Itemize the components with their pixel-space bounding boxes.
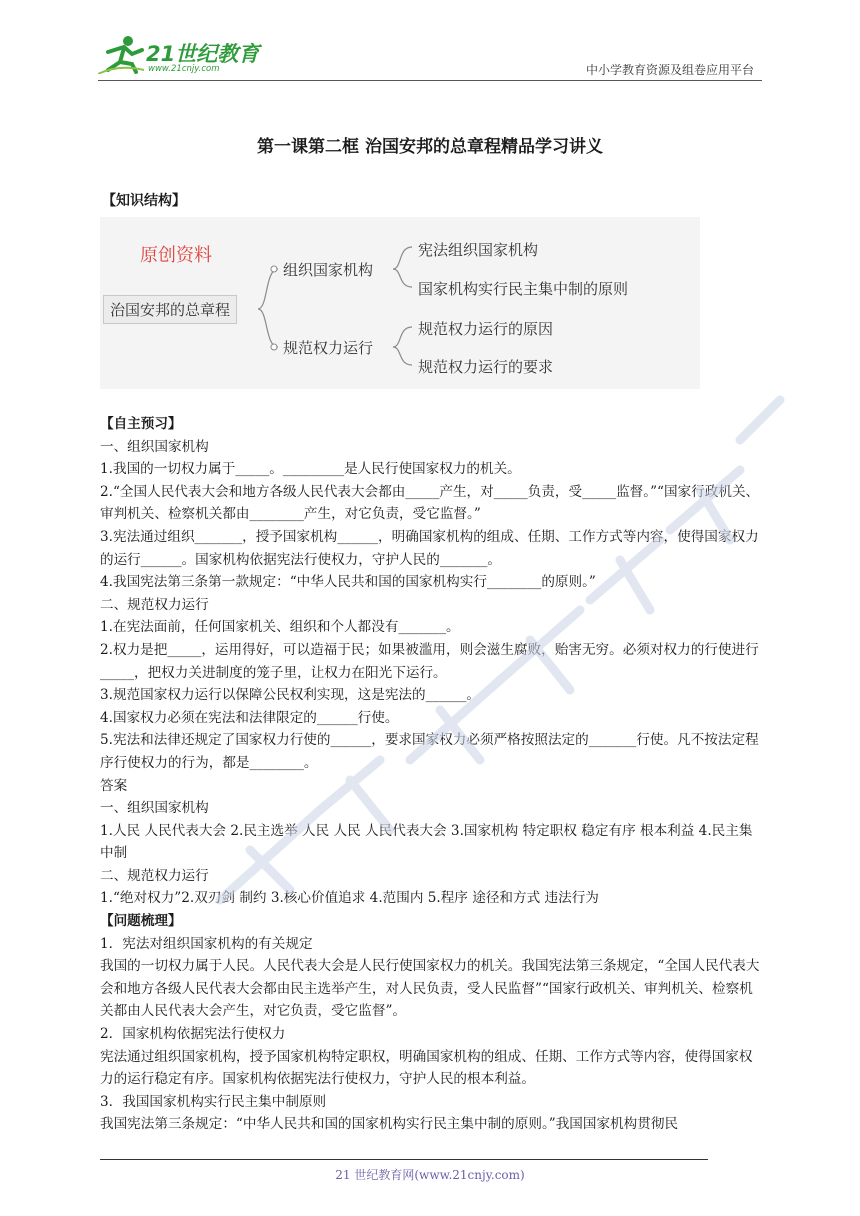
mindmap-leaf: 宪法组织国家机构 — [418, 241, 539, 259]
section-heading: 【自主预习】 — [100, 416, 182, 432]
body-line: 我国的一切权力属于人民。人民代表大会是人民行使国家权力的机关。我国宪法第三条规定，“全国人民代表大会和地方各级人民代表大会都由民主选举产生，对人民负责，受人民监督”“国家行政机关、审判机关、检察机关都由人民代表大会产生，对它负责，受它监督”。 — [100, 958, 760, 1020]
body-line: 答案 — [100, 777, 128, 794]
knowledge-structure-heading: 【知识结构】 — [102, 193, 186, 209]
body-line: 二、规范权力运行 — [100, 596, 209, 613]
body-line: 2.“全国人民代表大会和地方各级人民代表大会都由_____产生，对_____负责，受_____监督。”“国家行政机关、审判机关、检察机关都由________产生，对它负责，受它监督。” — [100, 483, 760, 523]
body-line: 一、组织国家机构 — [100, 800, 209, 817]
document-title: 第一课第二框 治国安邦的总章程精品学习讲义 — [257, 137, 603, 157]
mindmap-leaf: 国家机构实行民主集中制的原则 — [418, 280, 629, 298]
mindmap-branch-organize: 组织国家机构 — [283, 261, 374, 279]
footer-divider — [100, 1159, 708, 1160]
body-line: 1．宪法对组织国家机构的有关规定 — [100, 935, 313, 952]
body-line: 3.规范国家权力运行以保障公民权利实现，这是宪法的______。 — [100, 687, 480, 704]
logo-url: www.21cnjy.com — [148, 64, 220, 74]
body-line: 一、组织国家机构 — [100, 438, 209, 455]
page-footer: 21 世纪教育网(www.21cnjy.com) — [335, 1168, 525, 1182]
logo — [98, 34, 268, 80]
header-divider — [98, 80, 762, 81]
body-line: 4.国家权力必须在宪法和法律限定的______行使。 — [100, 709, 399, 726]
body-line: 宪法通过组织国家机构，授予国家机构特定职权，明确国家机构的组成、任期、工作方式等内容，使得国家权力的运行稳定有序。国家机构依据宪法行使权力，守护人民的根本利益。 — [100, 1048, 753, 1088]
body-line: 4.我国宪法第三条第一款规定：“中华人民共和国的国家机构实行________的原则。” — [100, 574, 596, 591]
header-platform-name: 中小学教育资源及组卷应用平台 — [585, 63, 754, 77]
mindmap-root: 治国安邦的总章程 — [103, 295, 237, 324]
logo-text: 21世纪教育 — [146, 42, 260, 66]
body-line: 2．国家机构依据宪法行使权力 — [100, 1026, 286, 1043]
mindmap-leaf: 规范权力运行的原因 — [418, 320, 554, 338]
mindmap-branch-regulate: 规范权力运行 — [283, 339, 374, 357]
page-header — [98, 34, 762, 82]
body-line: 2.权力是把_____，运用得好，可以造福于民；如果被滥用，则会滋生腐败，贻害无穷。必须对权力的行使进行_____，把权力关进制度的笼子里，让权力在阳光下运行。 — [100, 641, 759, 681]
body-line: 1.人民 人民代表大会 2.民主选举 人民 人民 人民代表大会 3.国家机构 特定职权 稳定有序 根本利益 4.民主集中制 — [100, 822, 753, 862]
body-line: 二、规范权力运行 — [100, 867, 209, 884]
body-line: 1.在宪法面前，任何国家机关、组织和个人都没有_______。 — [100, 619, 460, 636]
body-line: 3．我国国家机构实行民主集中制原则 — [100, 1093, 327, 1110]
body-line: 1.我国的一切权力属于_____。_________是人民行使国家权力的机关。 — [100, 461, 521, 478]
knowledge-mindmap — [100, 217, 700, 389]
runner-logo-icon — [98, 34, 146, 74]
document-body — [100, 413, 762, 1136]
body-line: 1.“绝对权力”2.双刃剑 制约 3.核心价值追求 4.范围内 5.程序 途径和方式 违法行为 — [100, 890, 599, 907]
body-line: 3.宪法通过组织_______，授予国家机构______，明确国家机构的组成、任期、工作方式等内容，使得国家权力的运行______。国家机构依据宪法行使权力，守护人民的_______。 — [100, 528, 759, 568]
body-line: 我国宪法第三条规定：“中华人民共和国的国家机构实行民主集中制的原则。”我国国家机构贯彻民 — [100, 1116, 679, 1133]
mindmap-leaf: 规范权力运行的要求 — [418, 358, 554, 376]
mindmap-watermark-label: 原创资料 — [140, 245, 212, 266]
body-line: 5.宪法和法律还规定了国家权力行使的______，要求国家权力必须严格按照法定的_______行使。凡不按法定程序行使权力的行为，都是________。 — [100, 732, 759, 771]
section-heading: 【问题梳理】 — [100, 913, 182, 930]
